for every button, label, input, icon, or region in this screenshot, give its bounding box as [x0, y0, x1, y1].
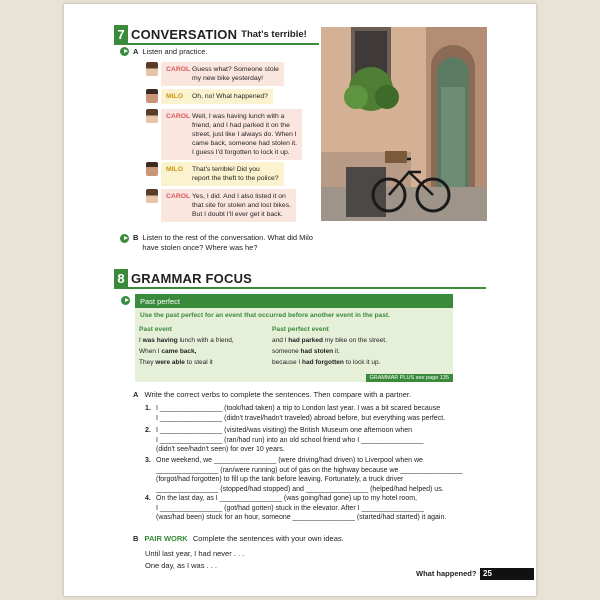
- section-subtitle: That's terrible!: [241, 28, 307, 40]
- exercise-text[interactable]: [156, 494, 475, 523]
- speech-line: Well, I was having lunch with a: [192, 113, 285, 120]
- exercise-line: One weekend, we ________________ (were driving/had driven) to Liverpool when we: [156, 457, 423, 464]
- section-8-header: [114, 269, 252, 287]
- part-a-8: [133, 390, 411, 399]
- prompt-list: [145, 548, 244, 572]
- conversation-turn: [146, 62, 284, 86]
- conversation-turn: [146, 89, 273, 104]
- play-icon[interactable]: [121, 296, 130, 305]
- part-letter: B: [133, 233, 139, 242]
- pair-work-label: PAIR WORK: [144, 534, 188, 543]
- example-text: someone: [272, 348, 301, 355]
- exercise-line: ________________ (ran/were running) out of gas on the highway because we ________________: [156, 466, 463, 474]
- example-text: my bike on the street.: [322, 337, 387, 344]
- speech-text: [192, 165, 279, 183]
- exercise-item: [145, 426, 475, 455]
- avatar-milo: [146, 89, 158, 103]
- prompt-line: One day, as I was . . .: [145, 561, 217, 570]
- avatar-carol: [146, 189, 158, 203]
- exercise-number: 3.: [145, 457, 151, 464]
- speech-line: came back, someone had stolen it.: [192, 140, 298, 147]
- exercise-number: 2.: [145, 427, 151, 434]
- section-title: CONVERSATION: [131, 26, 238, 42]
- section-7-rule: [114, 43, 319, 45]
- verb-form: had forgotten: [302, 359, 344, 366]
- speaker-name: CAROL: [166, 193, 191, 200]
- exercise-line: I ________________ (got/had gotten) stuck in the elevator. After I ________________: [156, 504, 424, 512]
- part-instruction: Listen and practice.: [142, 47, 208, 56]
- speech-line: report the theft to the police?: [192, 175, 279, 182]
- speech-line: friend, and I had parked it on the: [192, 122, 290, 129]
- play-icon[interactable]: [120, 234, 129, 243]
- exercise-item: [145, 494, 475, 523]
- conversation-turn: [146, 162, 284, 186]
- exercise-number: 1.: [145, 405, 151, 412]
- exercise-item: [145, 456, 475, 494]
- example-text: it.: [333, 348, 340, 355]
- part-letter: B: [133, 534, 139, 543]
- section-7-header: [114, 25, 307, 43]
- grammar-example: [272, 348, 340, 355]
- speech-bubble: [161, 162, 284, 186]
- verb-form: was having: [142, 337, 178, 344]
- part-letter: A: [133, 390, 139, 399]
- speech-line: I guess I'd forgotten to lock it up.: [192, 149, 290, 156]
- exercise-line: ________________ (stopped/had stopped) and ________________ (helped/had helped) us.: [156, 485, 444, 493]
- verb-form: were able: [155, 359, 185, 366]
- avatar-carol: [146, 109, 158, 123]
- speaker-name: CAROL: [166, 66, 191, 73]
- example-text: because I: [272, 359, 302, 366]
- speech-line: Yes, I did. And I also listed it on: [192, 193, 286, 200]
- grammar-plus-link[interactable]: GRAMMAR PLUS see page 135: [366, 374, 453, 382]
- exercise-line: On the last day, as I ________________ (was going/had gone) up to my hotel room,: [156, 495, 417, 502]
- exercise-line: I ________________ (took/had taken) a trip to London last year. I was a bit scared because: [156, 405, 441, 412]
- exercise-number: 4.: [145, 495, 151, 502]
- speech-line: Oh, no! What happened?: [192, 93, 268, 100]
- grammar-intro: Use the past perfect for an event that occurred before another event in the past.: [140, 312, 390, 319]
- speech-text: [192, 192, 291, 219]
- verb-form: had stolen: [300, 348, 334, 355]
- verb-form: came back,: [161, 348, 197, 355]
- grammar-example: [139, 359, 213, 366]
- exercise-item: [145, 404, 475, 423]
- exercise-line: (forgot/had forgotten) to fill up the tank before leaving. Fortunately, a truck driver: [156, 476, 404, 484]
- exercise-line: I ________________ (ran/had run) into an old school friend who I ________________: [156, 436, 424, 444]
- section-title: GRAMMAR FOCUS: [131, 270, 253, 286]
- exercise-line: (was/had been) stuck for an hour, someone ________________ (started/had started) it again.: [156, 514, 447, 522]
- example-text: I: [139, 337, 143, 344]
- part-b-8: [133, 534, 344, 543]
- speech-text: [192, 112, 297, 157]
- speaker-name: CAROL: [166, 113, 191, 120]
- verb-form: had parked: [288, 337, 323, 344]
- section-8-rule: [114, 287, 486, 289]
- grammar-box: [135, 308, 453, 382]
- col1-header: Past event: [139, 326, 172, 333]
- grammar-example: [139, 337, 234, 344]
- section-number: 8: [114, 269, 128, 287]
- grammar-example: [139, 348, 196, 355]
- conversation-turn: [146, 189, 296, 222]
- avatar-carol: [146, 62, 158, 76]
- exercise-text[interactable]: [156, 456, 475, 494]
- footer-title: What happened?: [416, 569, 477, 578]
- example-text: to lock it up.: [343, 359, 381, 366]
- part-a-7: [120, 47, 207, 56]
- conversation-turn: [146, 109, 302, 160]
- section-number: 7: [114, 25, 128, 43]
- example-text: and I: [272, 337, 289, 344]
- grammar-example: [272, 337, 387, 344]
- part-letter: A: [133, 47, 139, 56]
- exercise-line: (didn't see/hadn't seen) for over 10 years.: [156, 446, 285, 454]
- speech-line: my new bike yesterday!: [192, 75, 264, 82]
- exercise-line: I ________________ (visited/was visiting) the British Museum one afternoon when: [156, 427, 413, 434]
- part-instruction: Write the correct verbs to complete the sentences. Then compare with a partner.: [144, 390, 412, 399]
- page-number: 25: [480, 568, 534, 580]
- speech-bubble: [161, 189, 296, 222]
- prompt-line: Until last year, I had never . . .: [145, 549, 245, 558]
- part-instruction: Complete the sentences with your own ideas.: [192, 534, 344, 543]
- instruction-line: Listen to the rest of the conversation. What did Milo: [142, 233, 313, 242]
- speech-text: [192, 92, 268, 101]
- part-instruction: [142, 233, 313, 253]
- speech-bubble: [161, 109, 302, 160]
- grammar-example: [272, 359, 380, 366]
- example-text: They: [139, 359, 156, 366]
- speech-line: that site for stolen and lost bikes.: [192, 202, 291, 209]
- play-icon[interactable]: [120, 47, 129, 56]
- exercise-line: I ________________ (didn't travel/hadn't traveled) abroad before, but everything was perfect.: [156, 414, 446, 422]
- part-b-7: [120, 233, 313, 253]
- speech-line: Guess what? Someone stole: [192, 66, 279, 73]
- street-photo: [321, 27, 487, 221]
- grammar-box-title: Past perfect: [135, 294, 453, 308]
- speaker-name: MILO: [166, 93, 183, 100]
- speech-bubble: [161, 89, 273, 104]
- col2-header: Past perfect event: [272, 326, 329, 333]
- speech-line: But I doubt I'll ever get it back.: [192, 211, 283, 218]
- example-text: to steal it: [184, 359, 213, 366]
- speaker-name: MILO: [166, 166, 183, 173]
- avatar-milo: [146, 162, 158, 176]
- exercise-text[interactable]: [156, 426, 475, 455]
- speech-line: street, just like I always do. When I: [192, 131, 297, 138]
- speech-bubble: [161, 62, 284, 86]
- instruction-line: have stolen once? Where was he?: [142, 243, 258, 252]
- exercise-text[interactable]: [156, 404, 475, 423]
- example-text: When I: [139, 348, 162, 355]
- example-text: lunch with a friend,: [177, 337, 234, 344]
- speech-line: That's terrible! Did you: [192, 166, 260, 173]
- speech-text: [192, 65, 279, 83]
